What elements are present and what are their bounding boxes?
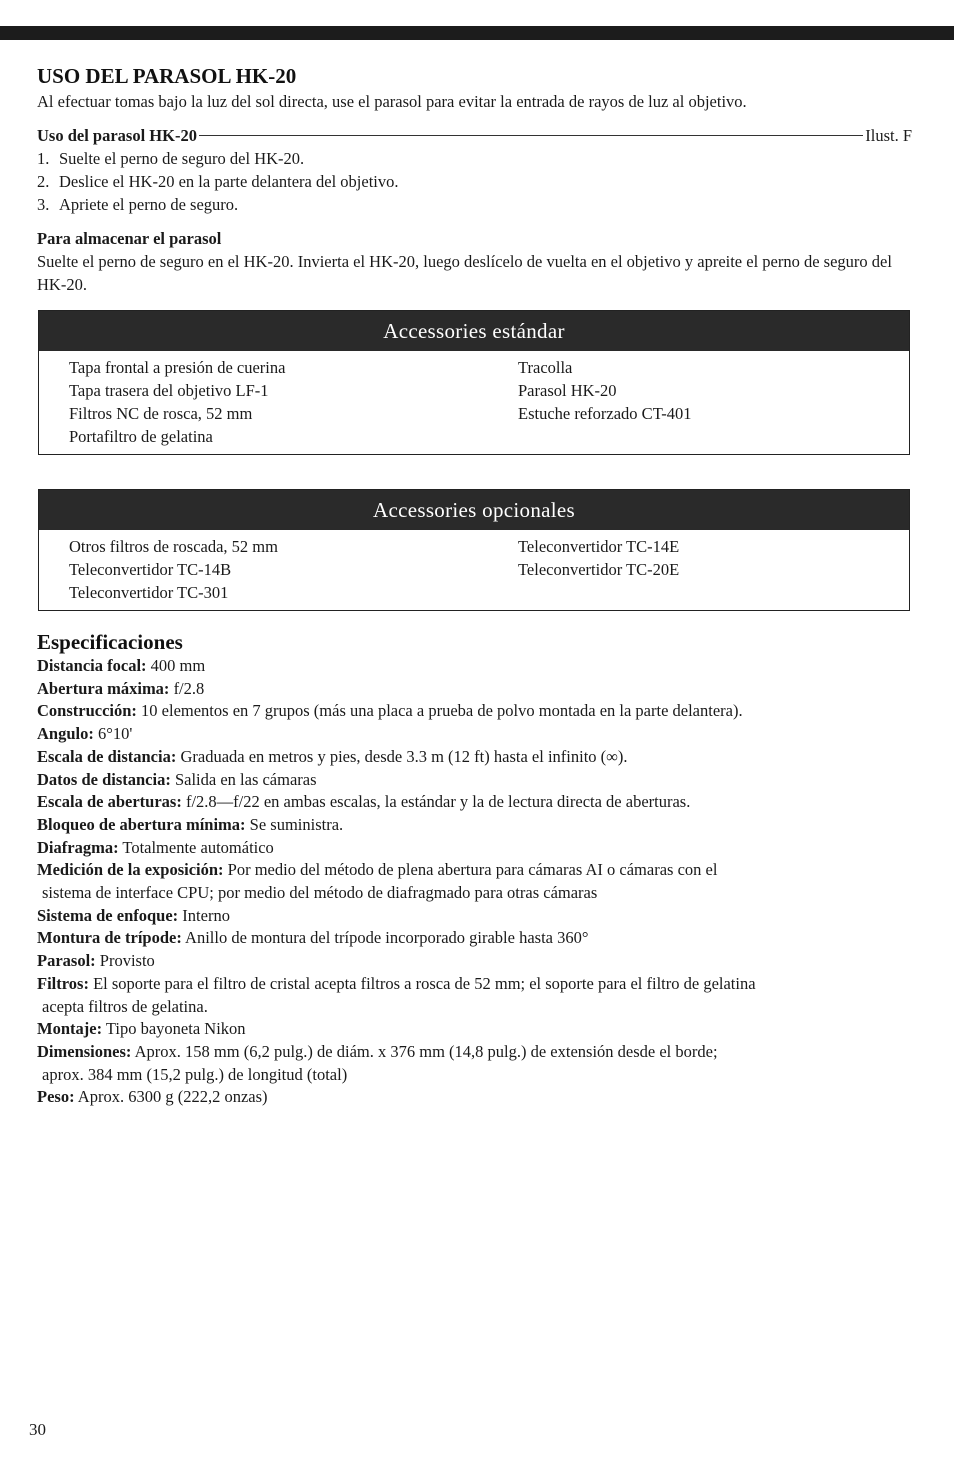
standard-accessories-right (518, 356, 692, 448)
spec-label: Filtros: (37, 973, 89, 993)
leader-rule (199, 135, 863, 136)
spec-value: El soporte para el filtro de cristal acepta filtros a rosca de 52 mm; el soporte para el filtro de gelatina (93, 973, 756, 993)
spec-value: Provisto (99, 951, 155, 971)
spec-label: Distancia focal: (37, 656, 147, 675)
spec-row (37, 950, 912, 973)
accessory-item: Teleconvertidor TC-14B (69, 560, 232, 579)
spec-label: Peso: (37, 1087, 75, 1107)
accessory-item: Teleconvertidor TC-301 (69, 583, 229, 602)
spec-value: Aprox. 158 mm (6,2 pulg.) de diám. x 376 mm (14,8 pulg.) de extensión desde el borde; (134, 1041, 718, 1061)
spec-row (37, 791, 912, 814)
section-title: USO DEL PARASOL HK-20 (37, 64, 297, 88)
standard-accessories-box (38, 310, 910, 455)
spec-label: Medición de la exposición: (37, 860, 224, 880)
spec-row (37, 723, 912, 746)
spec-value: Interno (182, 905, 230, 925)
spec-row (37, 678, 912, 701)
spec-label: Datos de distancia: (37, 769, 171, 789)
usage-heading: Uso del parasol HK-20 (37, 126, 197, 145)
spec-row (37, 814, 912, 837)
accessory-item: Teleconvertidor TC-14E (518, 537, 680, 556)
illustration-reference: Ilust. F (865, 126, 912, 145)
intro-text: Al efectuar tomas bajo la luz del sol directa, use el parasol para evitar la entrada de rayos de luz al objetivo. (37, 92, 747, 111)
spec-row (37, 1086, 912, 1109)
accessory-item: Filtros NC de rosca, 52 mm (69, 404, 253, 423)
optional-accessories-left (69, 535, 518, 604)
spec-value: Se suministra. (249, 814, 344, 834)
spec-row (37, 769, 912, 792)
spec-row (37, 1041, 912, 1086)
spec-label: Construcción: (37, 701, 137, 721)
spec-label: Sistema de enfoque: (37, 905, 179, 925)
spec-row (37, 859, 912, 904)
specs-list (37, 655, 912, 1109)
spec-value: 6°10' (97, 724, 133, 744)
optional-accessories-body (39, 530, 909, 610)
optional-accessories-right (518, 535, 679, 604)
accessory-item: Estuche reforzado CT-401 (518, 404, 692, 423)
spec-row (37, 905, 912, 928)
page-content (37, 62, 912, 1109)
optional-accessories-header: Accessories opcionales (39, 490, 909, 530)
spec-row (37, 927, 912, 950)
spec-value: Salida en las cámaras (174, 769, 317, 789)
storage-heading: Para almacenar el parasol (37, 229, 222, 248)
usage-heading-row (37, 124, 912, 147)
spec-value: f/2.8 (173, 678, 205, 698)
spec-value-continued: acepta filtros de gelatina. (42, 996, 208, 1016)
spec-row (37, 655, 912, 678)
spec-label: Escala de distancia: (37, 746, 177, 766)
standard-accessories-body (39, 351, 909, 454)
step-item: 2. Deslice el HK-20 en la parte delantera del objetivo. (37, 172, 399, 191)
storage-text: Suelte el perno de seguro en el HK-20. Invierta el HK-20, luego deslícelo de vuelta en el objetivo y apreite el perno de seguro del HK-20. (37, 252, 892, 294)
top-decorative-bar (0, 26, 954, 40)
spec-row (37, 700, 912, 723)
spec-value-continued: sistema de interface CPU; por medio del método de diafragmado para otras cámaras (42, 883, 598, 903)
step-item: 3. Apriete el perno de seguro. (37, 195, 239, 214)
accessory-item: Tapa trasera del objetivo LF-1 (69, 381, 269, 400)
accessory-item: Otros filtros de roscada, 52 mm (69, 537, 278, 556)
spec-label: Bloqueo de abertura mínima: (37, 814, 246, 834)
standard-accessories-header: Accessories estándar (39, 311, 909, 351)
spec-value: Totalmente automático (122, 837, 274, 857)
accessory-item: Teleconvertidor TC-20E (518, 560, 680, 579)
spec-value: Tipo bayoneta Nikon (105, 1019, 246, 1039)
spec-row (37, 1018, 912, 1041)
accessory-item: Portafiltro de gelatina (69, 427, 213, 446)
spec-label: Angulo: (37, 724, 94, 744)
optional-accessories-box (38, 489, 910, 611)
spec-value: f/2.8—f/22 en ambas escalas, la estándar y la de lectura directa de aberturas. (185, 792, 691, 812)
specs-title: Especificaciones (37, 630, 183, 654)
spec-label: Diafragma: (37, 837, 119, 857)
spec-value: Graduada en metros y pies, desde 3.3 m (12 ft) hasta el infinito (∞). (180, 746, 628, 766)
accessory-item: Tapa frontal a presión de cuerina (69, 358, 286, 377)
accessory-item: Tracolla (518, 358, 573, 377)
standard-accessories-left (69, 356, 518, 448)
spec-row (37, 746, 912, 769)
spec-value: Por medio del método de plena abertura para cámaras AI o cámaras con el (227, 860, 718, 880)
page-number: 30 (29, 1420, 46, 1439)
spec-value: Aprox. 6300 g (222,2 onzas) (77, 1087, 268, 1107)
accessory-item: Parasol HK-20 (518, 381, 617, 400)
spec-label: Montaje: (37, 1019, 103, 1039)
spec-value: Anillo de montura del trípode incorporado girable hasta 360° (185, 928, 589, 948)
step-item: 1. Suelte el perno de seguro del HK-20. (37, 149, 305, 168)
spec-label: Escala de aberturas: (37, 792, 182, 812)
spec-row (37, 837, 912, 860)
usage-steps (37, 147, 912, 216)
spec-label: Abertura máxima: (37, 678, 170, 698)
spec-row (37, 973, 912, 1018)
spec-value: 10 elementos en 7 grupos (más una placa a prueba de polvo montada en la parte delantera). (141, 701, 743, 721)
spec-value-continued: aprox. 384 mm (15,2 pulg.) de longitud (total) (42, 1064, 348, 1084)
spec-label: Montura de trípode: (37, 928, 182, 948)
spec-label: Parasol: (37, 951, 96, 971)
spec-value: 400 mm (150, 656, 206, 675)
spec-label: Dimensiones: (37, 1041, 132, 1061)
